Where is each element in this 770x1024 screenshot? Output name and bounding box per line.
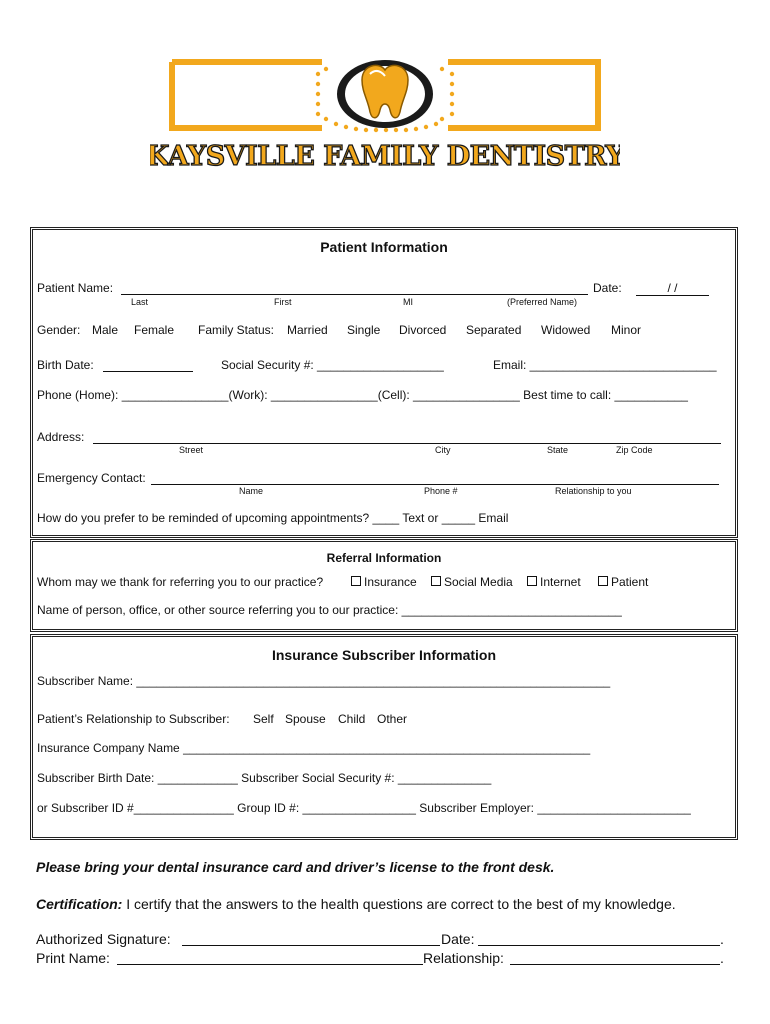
referral-information-section <box>30 539 738 632</box>
gender-male-option[interactable]: Male <box>92 323 119 337</box>
status-divorced-option[interactable]: Divorced <box>399 323 447 337</box>
family-status-label: Family Status: <box>198 323 275 337</box>
patient-name-label: Patient Name: <box>37 281 114 295</box>
label-phone-number: Phone # <box>424 486 458 496</box>
print-name-field[interactable] <box>117 964 423 965</box>
label-zip-code: Zip Code <box>616 445 653 455</box>
ssn-field[interactable]: Social Security #: ___________________ <box>221 358 444 372</box>
referral-option-internet[interactable]: Internet <box>527 575 581 589</box>
gender-label: Gender: <box>37 323 81 337</box>
relationship-child-option[interactable]: Child <box>338 712 366 726</box>
checkbox-icon[interactable] <box>431 576 441 586</box>
birth-date-label: Birth Date: <box>37 358 94 372</box>
relationship-label: Relationship: <box>423 950 504 966</box>
checkbox-icon[interactable] <box>527 576 537 586</box>
period: . <box>720 950 724 966</box>
practice-logo <box>150 50 620 180</box>
authorized-signature-field[interactable] <box>182 945 440 946</box>
label-preferred-name: (Preferred Name) <box>507 297 578 307</box>
relationship-other-option[interactable]: Other <box>377 712 408 726</box>
label-street: Street <box>179 445 204 455</box>
checkbox-icon[interactable] <box>351 576 361 586</box>
signature-date-field[interactable] <box>478 945 720 946</box>
label-relationship: Relationship to you <box>555 486 632 496</box>
referral-option-social-media[interactable]: Social Media <box>431 575 513 589</box>
section-title: Referral Information <box>326 551 442 565</box>
subscriber-id-row[interactable]: or Subscriber ID #_______________ Group ID #: _________________ Subscriber Employer: _______________________ <box>37 801 691 815</box>
date-field[interactable]: / / <box>636 281 709 296</box>
status-single-option[interactable]: Single <box>347 323 381 337</box>
referral-source-field[interactable]: Name of person, office, or other source referring you to our practice: _________________________________ <box>37 603 622 617</box>
insurance-subscriber-section <box>30 634 738 840</box>
birth-date-field[interactable] <box>103 371 193 372</box>
status-married-option[interactable]: Married <box>287 323 328 337</box>
label-city: City <box>435 445 451 455</box>
svg-text:KAYSVILLE FAMILY DENTISTRY: KAYSVILLE FAMILY DENTISTRY <box>150 141 620 172</box>
emergency-contact-field[interactable] <box>151 484 719 485</box>
label-last: Last <box>131 297 149 307</box>
signature-date-label: Date: <box>441 931 475 947</box>
patient-information-section <box>30 227 738 538</box>
relationship-field[interactable] <box>510 964 720 965</box>
insurance-company-field[interactable]: Insurance Company Name _____________________________________________________________ <box>37 741 591 755</box>
label-mi: MI <box>403 297 413 307</box>
referral-question: Whom may we thank for referring you to our practice? <box>37 575 324 589</box>
date-label: Date: <box>593 281 622 295</box>
status-minor-option[interactable]: Minor <box>611 323 642 337</box>
gender-female-option[interactable]: Female <box>134 323 175 337</box>
label-state: State <box>547 445 569 455</box>
relationship-spouse-option[interactable]: Spouse <box>285 712 326 726</box>
referral-option-patient[interactable]: Patient <box>598 575 648 589</box>
subscriber-birth-ssn-row[interactable]: Subscriber Birth Date: ____________ Subscriber Social Security #: ______________ <box>37 771 492 785</box>
print-name-label: Print Name: <box>36 950 110 966</box>
period: . <box>720 931 724 947</box>
phone-row[interactable]: Phone (Home): ________________(Work): ________________(Cell): ________________ Best time to call: ___________ <box>37 388 688 402</box>
authorized-signature-label: Authorized Signature: <box>36 931 171 947</box>
status-widowed-option[interactable]: Widowed <box>541 323 591 337</box>
address-label: Address: <box>37 430 85 444</box>
patient-name-field[interactable] <box>121 294 588 295</box>
section-title: Patient Information <box>320 239 448 255</box>
referral-option-insurance[interactable]: Insurance <box>351 575 417 589</box>
label-first: First <box>274 297 292 307</box>
relationship-label: Patient’s Relationship to Subscriber: <box>37 712 230 726</box>
subscriber-name-field[interactable]: Subscriber Name: _______________________________________________________________________ <box>37 674 611 688</box>
label-name: Name <box>239 486 264 496</box>
status-separated-option[interactable]: Separated <box>466 323 522 337</box>
reminder-preference[interactable]: How do you prefer to be reminded of upcoming appointments? ____ Text or _____ Email <box>37 511 509 525</box>
address-field[interactable] <box>93 443 721 444</box>
email-field[interactable]: Email: ____________________________ <box>493 358 717 372</box>
bring-card-notice: Please bring your dental insurance card and driver’s license to the front desk. <box>36 859 555 875</box>
certification-statement: Certification: I certify that the answers to the health questions are correct to the best of my knowledge. <box>36 896 676 912</box>
checkbox-icon[interactable] <box>598 576 608 586</box>
relationship-self-option[interactable]: Self <box>253 712 274 726</box>
section-title: Insurance Subscriber Information <box>271 647 497 663</box>
emergency-contact-label: Emergency Contact: <box>37 471 146 485</box>
